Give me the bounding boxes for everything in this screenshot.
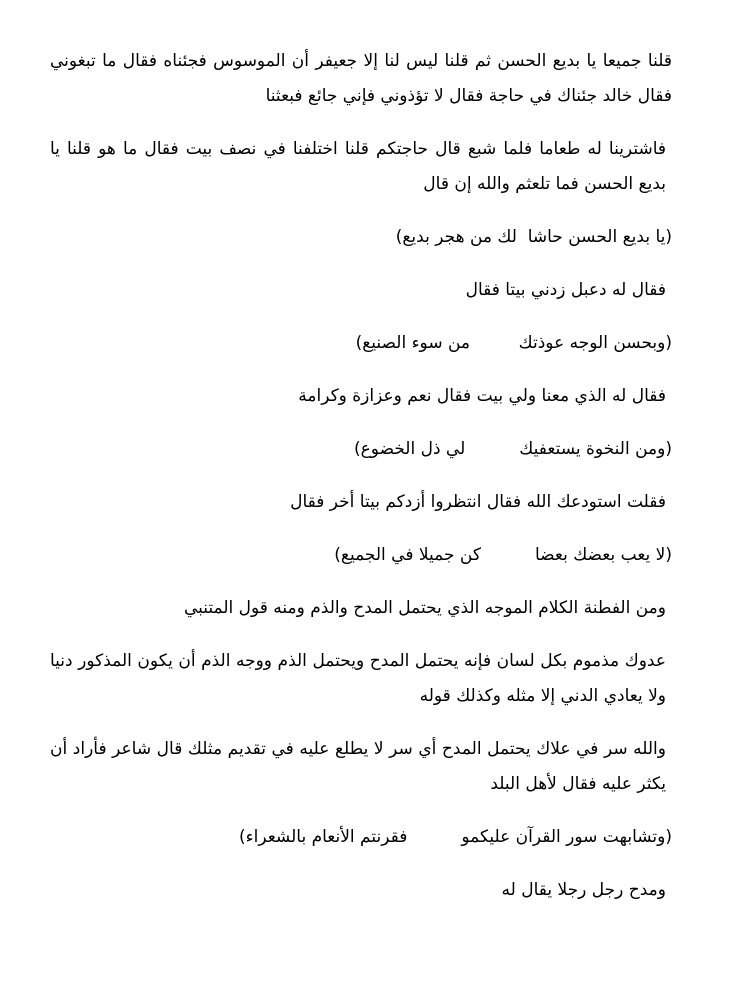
paragraph-9: ومدح رجل رجلا يقال له xyxy=(501,880,666,900)
paragraph-7: عدوك مذموم بكل لسان فإنه يحتمل المدح ويحتمل الذم ووجه الذم أن يكون المذكور دنيا ولا يعادي الدني إلا مثله وكذلك قوله xyxy=(50,651,666,706)
paragraph-6: ومن الفطنة الكلام الموجه الذي يحتمل المدح والذم ومنه قول المتنبي xyxy=(183,598,666,618)
paragraph-8: والله سر في علاك يحتمل المدح أي سر لا يطلع عليه في تقديم مثلك قال شاعر فأراد أن يكثر عليه فقال لأهل البلد xyxy=(50,739,666,794)
verse-line-3: (ومن النخوة يستعفيك لي ذل الخضوع) xyxy=(354,439,672,459)
paragraph-2: فاشترينا له طعاما فلما شبع قال حاجتكم قلنا اختلفنا في نصف بيت فقال ما هو قلنا يا بديع الحسن فما تلعثم والله إن قال xyxy=(50,139,666,194)
verse-line-4: (لا يعب بعضك بعضا كن جميلا في الجميع) xyxy=(334,545,672,565)
verse-line-1: (يا بديع الحسن حاشا لك من هجر بديع) xyxy=(395,227,672,247)
paragraph-5: فقلت استودعك الله فقال انتظروا أزدكم بيتا أخر فقال xyxy=(290,492,666,512)
verse-line-5: (وتشابهت سور القرآن عليكمو فقرنتم الأنعام بالشعراء) xyxy=(239,827,672,847)
paragraph-4: فقال له الذي معنا ولي بيت فقال نعم وعزازة وكرامة xyxy=(298,386,666,406)
paragraph-3: فقال له دعبل زدني بيتا فقال xyxy=(465,280,666,300)
paragraph-1: قلنا جميعا يا بديع الحسن ثم قلنا ليس لنا إلا جعيفر أن الموسوس فجئناه فقال ما تبغوني فقال خالد جئناك في حاجة فقال لا تؤذوني فإني جائع فبعثنا xyxy=(50,51,672,106)
verse-line-2: (وبحسن الوجه عوذتك من سوء الصنيع) xyxy=(355,333,672,353)
